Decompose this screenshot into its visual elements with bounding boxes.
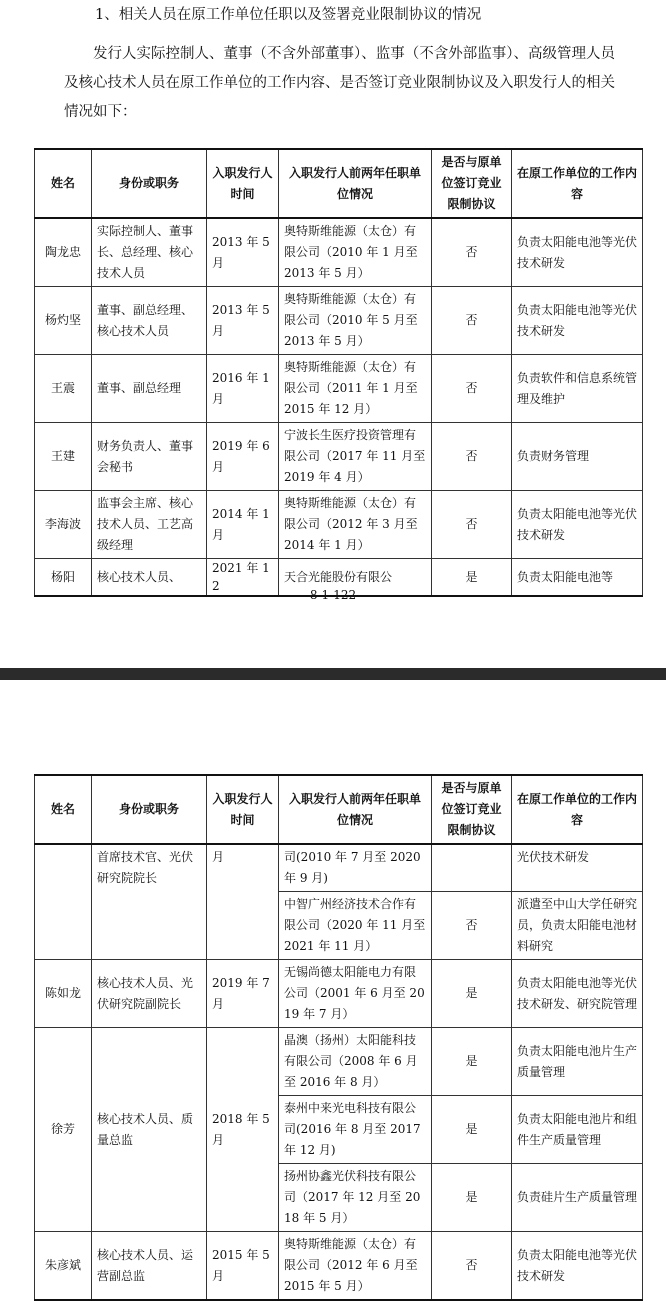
cell-previous-employer: 奥特斯维能源（太仓）有限公司（2012 年 3 月至 2014 年 1 月） [279, 491, 432, 559]
cell-previous-employer: 扬州协鑫光伏科技有限公司（2017 年 12 月至 2018 年 5 月） [279, 1164, 432, 1232]
header-role: 身份或职务 [92, 775, 207, 844]
cell-previous-employer: 奥特斯维能源（太仓）有限公司（2012 年 6 月至 2015 年 5 月） [279, 1232, 432, 1301]
table-row [35, 1028, 643, 1096]
cell-noncompete: 是 [432, 1028, 512, 1096]
cell-role: 首席技术官、光伏研究院院长 [92, 844, 207, 960]
cell-work-content: 负责财务管理 [512, 423, 643, 491]
cell-role: 实际控制人、董事长、总经理、核心技术人员 [92, 218, 207, 287]
cell-join-date: 2016 年 1 月 [207, 355, 279, 423]
cell-role: 董事、副总经理 [92, 355, 207, 423]
cell-noncompete [432, 844, 512, 892]
cell-name: 王震 [35, 355, 92, 423]
cell-previous-employer: 奥特斯维能源（太仓）有限公司（2010 年 5 月至 2013 年 5 月） [279, 287, 432, 355]
cell-noncompete: 否 [432, 892, 512, 960]
header-join-date: 入职发行人时间 [207, 149, 279, 218]
cell-noncompete: 是 [432, 1096, 512, 1164]
cell-noncompete: 否 [432, 287, 512, 355]
cell-role: 核心技术人员、运营副总监 [92, 1232, 207, 1301]
section-heading: 1、相关人员在原工作单位任职以及签署竞业限制协议的情况 [95, 7, 482, 23]
cell-previous-employer: 中智广州经济技术合作有限公司（2020 年 11 月至 2021 年 11 月） [279, 892, 432, 960]
cell-noncompete: 是 [432, 559, 512, 597]
table-row [35, 1232, 643, 1301]
header-name: 姓名 [35, 149, 92, 218]
cell-work-content: 负责太阳能电池片和组件生产质量管理 [512, 1096, 643, 1164]
cell-role: 核心技术人员、光伏研究院副院长 [92, 960, 207, 1028]
header-work-content: 在原工作单位的工作内容 [512, 775, 643, 844]
document-page-2 [0, 680, 666, 1293]
cell-join-date: 2013 年 5 月 [207, 287, 279, 355]
cell-previous-employer: 泰州中来光电科技有限公司(2016 年 8 月至 2017 年 12 月) [279, 1096, 432, 1164]
table-row [35, 355, 643, 423]
cell-name: 李海波 [35, 491, 92, 559]
cell-join-date: 2013 年 5 月 [207, 218, 279, 287]
cell-join-date: 2021 年 12 [207, 559, 279, 597]
page-divider [0, 668, 666, 680]
table-row [35, 423, 643, 491]
cell-work-content: 派遣至中山大学任研究员，负责太阳能电池材料研究 [512, 892, 643, 960]
cell-role: 核心技术人员、质量总监 [92, 1028, 207, 1232]
cell-name: 徐芳 [35, 1028, 92, 1232]
cell-work-content: 负责硅片生产质量管理 [512, 1164, 643, 1232]
cell-noncompete: 是 [432, 1164, 512, 1232]
personnel-table-page-1 [34, 148, 643, 597]
cell-name: 朱彦斌 [35, 1232, 92, 1301]
cell-previous-employer: 晶澳（扬州）太阳能科技有限公司（2008 年 6 月至 2016 年 8 月） [279, 1028, 432, 1096]
cell-noncompete: 否 [432, 423, 512, 491]
cell-noncompete: 否 [432, 1232, 512, 1301]
header-noncompete: 是否与原单位签订竞业限制协议 [432, 149, 512, 218]
cell-role: 财务负责人、董事会秘书 [92, 423, 207, 491]
cell-noncompete: 否 [432, 491, 512, 559]
cell-name: 杨阳 [35, 559, 92, 597]
cell-name: 王建 [35, 423, 92, 491]
header-role: 身份或职务 [92, 149, 207, 218]
cell-join-date: 月 [207, 844, 279, 960]
table-row [35, 287, 643, 355]
table-row [35, 960, 643, 1028]
cell-role: 核心技术人员、 [92, 559, 207, 597]
personnel-table-page-2 [34, 774, 643, 1301]
cell-noncompete: 否 [432, 355, 512, 423]
table-row [35, 218, 643, 287]
cell-work-content: 负责太阳能电池等光伏技术研发 [512, 491, 643, 559]
header-name: 姓名 [35, 775, 92, 844]
cell-role: 董事、副总经理、核心技术人员 [92, 287, 207, 355]
table-row [35, 844, 643, 892]
cell-noncompete: 否 [432, 218, 512, 287]
cell-name [35, 844, 92, 960]
cell-noncompete: 是 [432, 960, 512, 1028]
table-header-row [35, 149, 643, 218]
cell-previous-employer: 宁波长生医疗投资管理有限公司（2017 年 11 月至 2019 年 4 月） [279, 423, 432, 491]
cell-join-date: 2018 年 5 月 [207, 1028, 279, 1232]
cell-work-content: 负责太阳能电池等光伏技术研发 [512, 1232, 643, 1301]
cell-previous-employer: 无锡尚德太阳能电力有限公司（2001 年 6 月至 2019 年 7 月） [279, 960, 432, 1028]
intro-paragraph: 发行人实际控制人、董事（不含外部董事）、监事（不含外部监事）、高级管理人员及核心技术人员在原工作单位的工作内容、是否签订竞业限制协议及入职发行人的相关情况如下： [64, 46, 615, 120]
cell-previous-employer: 奥特斯维能源（太仓）有限公司（2010 年 1 月至 2013 年 5 月） [279, 218, 432, 287]
cell-join-date: 2019 年 6 月 [207, 423, 279, 491]
cell-work-content: 光伏技术研发 [512, 844, 643, 892]
cell-join-date: 2019 年 7 月 [207, 960, 279, 1028]
table-row [35, 491, 643, 559]
table-header-row [35, 775, 643, 844]
cell-work-content: 负责太阳能电池等光伏技术研发 [512, 218, 643, 287]
cell-join-date: 2014 年 1 月 [207, 491, 279, 559]
header-join-date: 入职发行人时间 [207, 775, 279, 844]
cell-previous-employer: 奥特斯维能源（太仓）有限公司（2011 年 1 月至 2015 年 12 月） [279, 355, 432, 423]
cell-join-date: 2015 年 5 月 [207, 1232, 279, 1301]
cell-name: 陈如龙 [35, 960, 92, 1028]
header-work-content: 在原工作单位的工作内容 [512, 149, 643, 218]
cell-work-content: 负责太阳能电池等 [512, 559, 643, 597]
cell-previous-employer: 天合光能股份有限公 [279, 559, 432, 597]
header-previous-employer: 入职发行人前两年任职单位情况 [279, 775, 432, 844]
cell-name: 陶龙忠 [35, 218, 92, 287]
cell-name: 杨灼坚 [35, 287, 92, 355]
cell-work-content: 负责太阳能电池片生产质量管理 [512, 1028, 643, 1096]
header-previous-employer: 入职发行人前两年任职单位情况 [279, 149, 432, 218]
page-number: 8-1-122 [309, 588, 357, 602]
cell-work-content: 负责太阳能电池等光伏技术研发、研究院管理 [512, 960, 643, 1028]
cell-work-content: 负责软件和信息系统管理及维护 [512, 355, 643, 423]
cell-previous-employer: 司(2010 年 7 月至 2020 年 9 月) [279, 844, 432, 892]
cell-role: 监事会主席、核心技术人员、工艺高级经理 [92, 491, 207, 559]
header-noncompete: 是否与原单位签订竞业限制协议 [432, 775, 512, 844]
cell-work-content: 负责太阳能电池等光伏技术研发 [512, 287, 643, 355]
